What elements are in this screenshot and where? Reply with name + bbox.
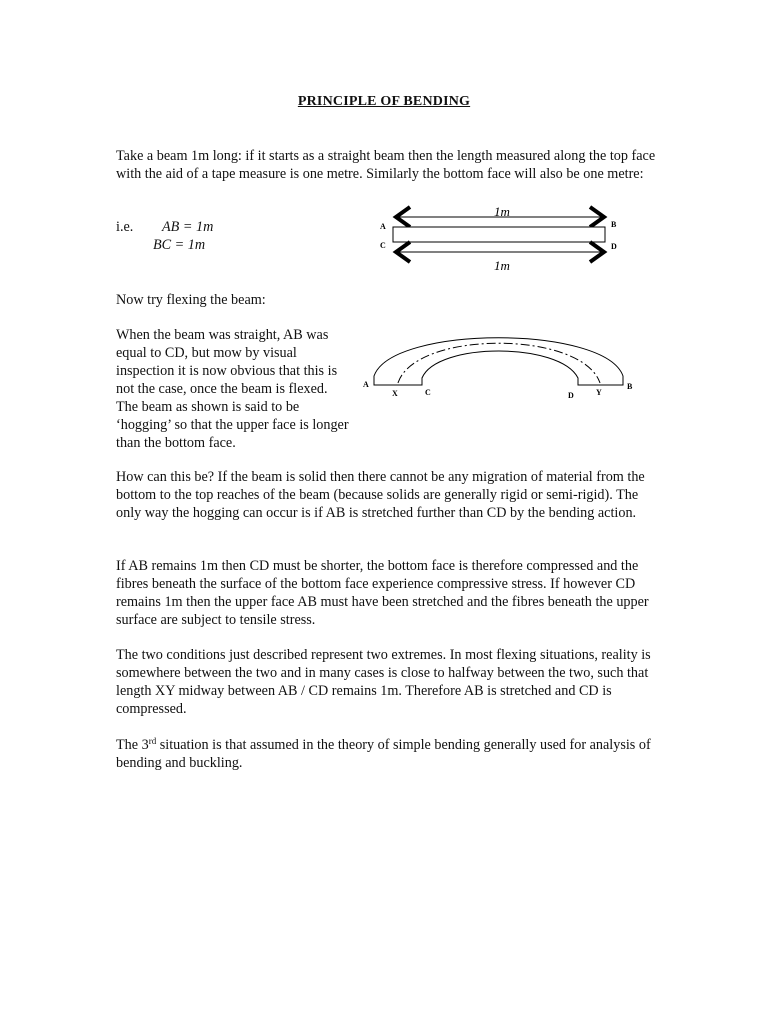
paragraph-simple-bending — [116, 736, 656, 772]
simple-bending-text-end: situation is that assumed in the theory of simple bending generally used for analysis of bending and buckling. — [116, 737, 651, 771]
simple-bending-text-start: The 3 — [116, 737, 149, 753]
paragraph-intro: Take a beam 1m long: if it starts as a straight beam then the length measured along the top face with the aid of a tape measure is one metre. Similarly the bottom face will also be one metre: — [116, 148, 656, 182]
bent-label-a: A — [363, 380, 369, 389]
bent-label-y: Y — [596, 388, 602, 397]
label-d: D — [611, 242, 617, 251]
page-title: PRINCIPLE OF BENDING — [297, 94, 471, 109]
label-c: C — [380, 241, 386, 250]
equation-ab: AB = 1m — [162, 219, 214, 235]
ie-label: i.e. — [116, 219, 134, 235]
ordinal-suffix: rd — [148, 736, 157, 746]
bent-beam-diagram — [0, 0, 768, 420]
paragraph-flex: Now try flexing the beam: — [116, 292, 266, 308]
equation-bc: BC = 1m — [153, 237, 206, 253]
bent-beam — [374, 338, 623, 385]
label-a: A — [380, 222, 386, 231]
bent-label-c: C — [425, 388, 431, 397]
bottom-dimension-label: 1m — [494, 258, 510, 273]
top-dimension-label: 1m — [494, 204, 510, 219]
label-b: B — [611, 220, 617, 229]
bent-label-b: B — [627, 382, 633, 391]
paragraph-compression: If AB remains 1m then CD must be shorter, the bottom face is therefore compressed and the fibres beneath the surface of the bottom face experience compressive stress. If however CD remains 1m then the upper face AB must have been stretched and the fibres beneath the upper surface are subject to tensile stress. — [116, 558, 649, 628]
bent-label-d: D — [568, 391, 574, 400]
paragraph-migration: How can this be? If the beam is solid then there cannot be any migration of material from the bottom to the top reaches of the beam (because solids are generally rigid or semi-rigid). The only way the hogging can occur is if AB is stretched further than CD by the bending action. — [116, 469, 645, 521]
bent-label-x: X — [392, 389, 398, 398]
paragraph-hogging: When the beam was straight, AB was equal to CD, but mow by visual inspection it is now obvious that this is not the case, once the beam is flexed. The beam as shown is said to be ‘hogging’ so that the upper face is longer than the bottom face. — [116, 327, 349, 451]
paragraph-extremes: The two conditions just described represent two extremes. In most flexing situations, reality is somewhere between the two and in many cases is close to halfway between the two, such that length XY midway between AB / CD remains 1m. Therefore AB is stretched and CD is compressed. — [116, 647, 651, 717]
